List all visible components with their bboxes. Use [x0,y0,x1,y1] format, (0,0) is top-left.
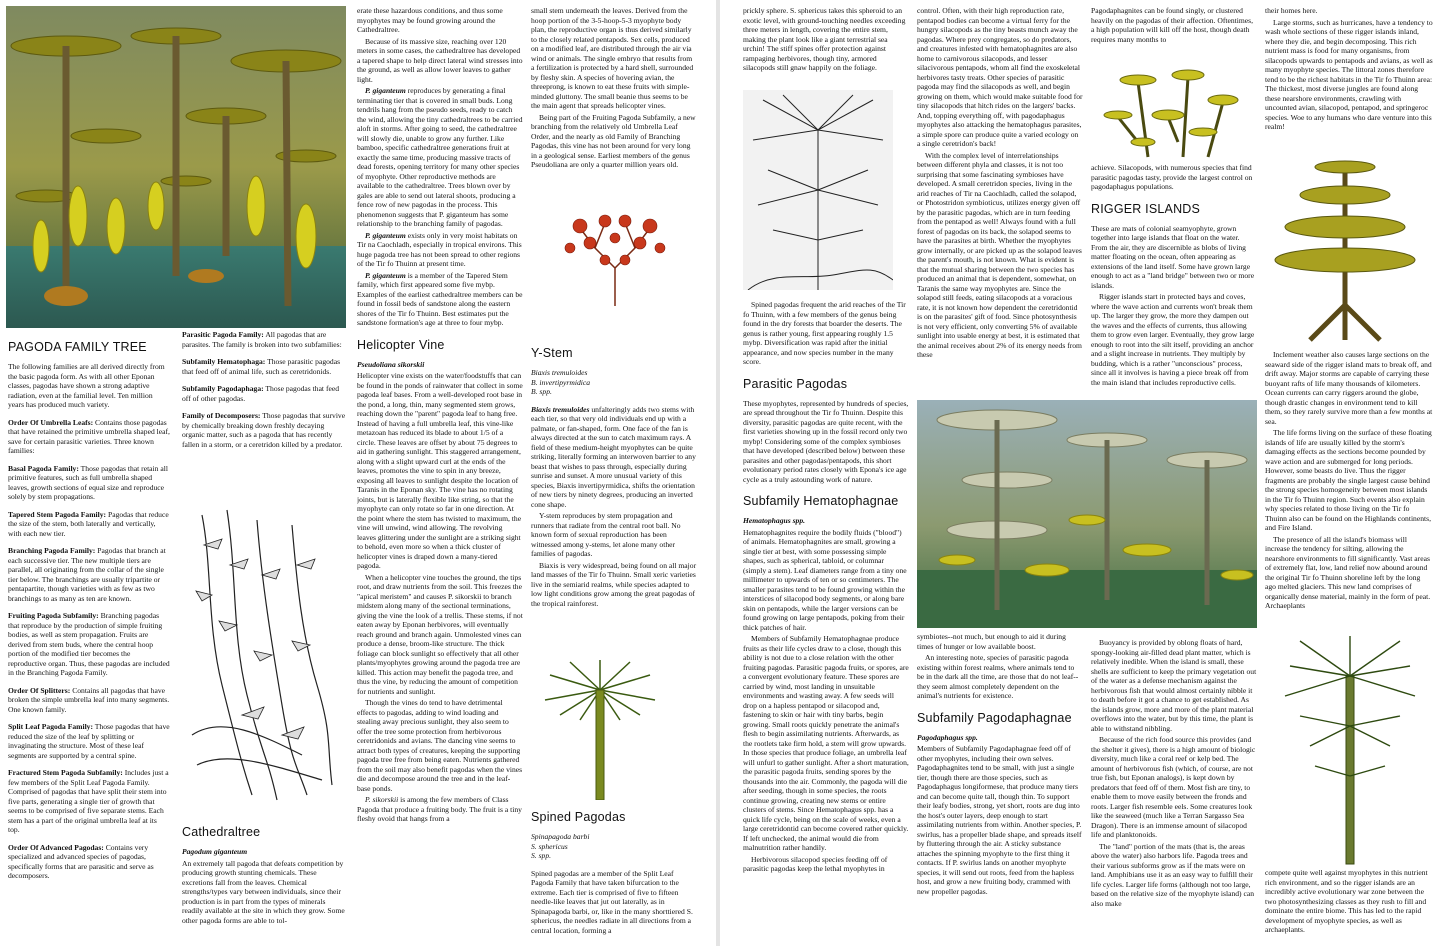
right-column-4-top [1265,6,1433,156]
paragraph: Helicopter vine exists on the water/foodstuffs that can be found in the ponds of rainwater that collect in some pagoda leaf bases. From a well-developed root base in the pond, a long, thin, many segmented stem grows, reaching down the "parent" pagoda leaf to hang free. Instead of having a full umbrella leaf, this vine-like metazoan has reduced its blade to about 1/5 of a circle. These leaves are offset by about 75 degrees to aid in gathering sunlight. This staggered arrangement, along with a slight upward curl at the ends of the leaves, promotes the vine to spin in any breeze, exposing all leaves to sunlight despite the location of Taranis in the Eponan sky. The vine has no rotating joints, but is laterally flexible like string, so that the myophyte can only rotate so far in one direction. At the point where the stem has twisted to maximum, the vine will unwind, wind allowing. The revolving leaves glittering under the sunlight are a striking sight to behold, even more so when a thick cluster of helicopter vines is draped down a many-tiered pagoda. [357,371,523,570]
paragraph: prickly sphere. S. sphericus takes this spheroid to an exotic level, with ground-touching needles exceeding three meters in length, covering the entire stem, making the plant look like a giant terrestrial sea urchin! The stiff spines offer protection against rampaging herbivores, though tiny, armored silacopods still gnaw happily on the foliage. [743,6,906,72]
family-text: Those pagodas that have reduced the size of the leaf by splitting or invaginating the structure. Most of these leaf segments are supported by a central spine. [8,722,170,760]
parasitic-forest-render [917,400,1257,628]
family-term: Subfamily Pagodaphaga: [182,384,264,393]
species-name: Hematophagus spp. [743,516,806,525]
family-term: Tapered Stem Pagoda Family: [8,509,107,519]
spined-pagoda-sketch-drawing [743,90,893,290]
species-name: Biaxis tremuloides [531,368,588,377]
family-entry [8,546,170,603]
paragraph: Being part of the Fruiting Pagoda Subfamily, a new branching from the relatively old Umbrella Leaf Order, and the nearly as old Family of Branching Pagodas, this vine has not been around for very long in a geological sense. Earliest members of the genus Pseudoliana are only a quarter million years old. [531,112,696,169]
species-ref: P. giganteum [365,270,406,280]
paragraph: Because of the rich food source this provides (and the shelter it gives), there is a high amount of biologic diversity, much like a coral reef or kelp bed. The amount of herbivorous fish (which, of course, are not true fish, but Eponan analogs), is kept down by predators that feed off of them. Most fish are tiny, to enable them to move easily between the fronds and roots. Larger fish resemble eels. Some creatures look like the seaweed (much like a Terran Sargasso Sea Dragon). There is an immense amount of silacopod life and planktonoids. [1091,735,1256,839]
paragraph [357,231,523,269]
section-heading-pagoda-family-tree: PAGODA FAMILY TREE [8,340,147,354]
species-ref: P. giganteum [365,86,406,95]
cathedraltree-text: An extremely tall pagoda that defeats competition by producing growth stunting chemicals. These excretions fall from the leaves. Chemical strengths/types vary between individuals, since their production is in part from the types of minerals readily available at the site in which they grow. Some other pagoda forms are able to tol- [182,858,345,925]
paragraph: These are mats of colonial seamyophyte, grown together into large islands that float on the water. From the air, they are discernible as blobs of living matter floating on the ocean, often appearing as extensions of the land itself. Some have grown large enough to act as a "land bridge" between two or more islands. [1091,223,1255,290]
section-heading-helicopter-vine: Helicopter Vine [357,337,445,352]
paragraph-text: is among the few members of Class Pagoda that produce a fruiting body. The fruit is a tiny fleshy ovoid that hangs from a [357,795,522,823]
paragraph: Members of Subfamily Pagodaphagnae feed off of other myophytes, including their own selves. Pagodaphagnites tend to be small, with just a single tier, though there are those species, such as Pagodaphagus longiformese, that produce many tiers and can become quite tall, though thin. To support their leafy bodies, strong, yet short, roots are dug into the host's outer layers, deep enough to start assimilating nutrients from within. Another species, P. swirlus, has a propeller blade shape, and spreads itself by fluttering through the air. A sticky substance attaches the spinning myophyte to the first thing it contacts. If P. swirlus lands on another myophyte species, it will send out roots, feed from the hapless host, and grow a new fruiting body, crammed with new propeller pagodas. [917,744,1082,896]
y-stem-drawing [560,208,670,308]
right-column-3-lower [1091,638,1257,944]
paragraph: their homes here. [1265,6,1318,15]
paragraph: The presence of all the island's biomass will increase the tendency for silting, allowing the nearshore environments to fill significantly. Vast areas of extremely flat, low, land relief now abound around the original Tir fo Thuinn shoreline left by the long ago melted glaciers. This new land comprises of organically dense material, mainly in the form of peat. Archaeplants [1265,534,1431,610]
paragraph-text: unfalteringly adds two stems with each tier, so that very old individuals end up with a palmate, or fan-shaped, form. One face of the fan is always directed at the sun to catch maximum rays. A field of these medium-height myophytes can be quite striking, literally forming an interwoven barrier to any beast that wishes to pass through, especially during sunrise and sunset. A more unusual variety of this species, Biaxis invertipyrmidica, shifts the orientation of new tiers by ninety degrees, producing an inverted cone shape. [531,404,696,509]
species-name: Spinapagoda barbi [531,832,590,841]
cathedraltree-section [182,815,348,927]
parasitic-forest-illustration [917,400,1257,628]
paragraph: Buoyancy is provided by oblong floats of hard, spongy-looking air-filled dead plant matter, which is relatively inedible. When the island is small, these shells are sufficient to keep the primary vegetation out of the water as a defense mechanism against the herbivorous fish that would almost certainly nibble it to death before it got a chance to get established. As the islands grow, more and more of the plant material overflows into the water, but by this time, the plant is able to withstand nibbling. [1091,638,1257,733]
family-term: Basal Pagoda Family: [8,463,79,473]
paragraph [357,795,523,824]
species-ref: Biaxis tremuloides [531,404,590,414]
family-entry [8,722,170,760]
species-name: B. invertipyrmidica [531,377,591,387]
paragraph: The "land" portion of the mats (that is, the areas above the water) also harbors life. Pagoda trees and their various subforms grow as if the mats were on land. Amphibians use it as an easy way to fulfill their life cycles. Larger life forms (although not too large, based on the relative size of the myophyte island) can also make [1091,841,1254,908]
helicopter-vine-illustration [182,505,342,805]
species-ref: P. sikorskii [365,795,399,804]
family-text: Includes just a few members of the Split Leaf Pagoda Family. Comprised of pagodas that have split their stem into five parts, generating a single tier of growth that seems to be comprised of five separate stems. Each stem has a part of the original umbrella leaf at its top. [8,768,169,834]
species-name: Pagodum giganteum [182,847,248,856]
spined-pagoda-sketch [743,90,893,290]
y-stem-illustration [560,208,670,308]
species-ref: P. giganteum [365,230,406,240]
family-term: Parasitic Pagoda Family: [182,330,264,339]
rigger-pagoda-render [1270,155,1420,345]
paragraph: An interesting note, species of parasitic pagoda existing within forest realms, where animals tend to be in the dark all the time, are those that do not leaf--they seem almost completely dependent on the animal's nutrients for existence. [917,653,1079,700]
paragraph: With the complex level of interrelationships between different phyla and classes, it is not too surprising that some fascinating symbioses have developed. A small ceretridon species, living in the arid reaches of Tir na Caochladh, called the solapod, or Photostridon symbioticus, utilizes energy given off by the parasitic pagodas, which are in turn feeding from the pentapod as well! Always found with a full forest of pagodas on its back, the solapod seems to have the parasites at birth. Whether the myophytes grow internally, or are picked up as the solapod leaves the parent's mouth, is not known. What is evident is that the mutual sharing between the two species has produced an animal that is dependent, somewhat, on Taranis the same way myophytes are. Since the solapod still feeds, eating silacopods at a voracious rate, it is not known how dependent the ceretridontid is on the parasites' gift of food. Since photosynthesis is not very efficient, only converting 5% of available sunlight into usable energy at best, it is estimated that the animal receives about 2% of its energy needs from these [917,150,1082,359]
paragraph: achieve. Silacopods, with numerous species that find parasitic pagodas tasty, provide the largest control on pagodaphagus populations. [1091,163,1253,191]
paragraph: Hematophagnites require the bodily fluids ("blood") of animals. Hematophagnites are small, growing a single tier at best, with some possessing simple shapes, such as spherical, tabloid, or columnar (simply a stem). Leaf diameters range from a tiny one millimeter to upwards of ten or so centimeters. The smaller parasites tend to be found growing within the interstices of silacopod body segments, or along bare skin on pentapods, while the larger versions can be found growing on large pentapods, poking from their thick patches of hair. [743,527,907,632]
section-heading-subfamily-pagodaphagnae: Subfamily Pagodaphagnae [917,710,1072,725]
paragraph: These myophytes, represented by hundreds of species, are spread throughout the Tir fo Thuinn. Despite this diversity, parasitic pagodas are quite recent, with the first varieties showing up in the fossil record only two mybp! Considering some of the complex symbioses that have developed (described below) between these parasites and other pagodas/pentapods, this short evolutionary period rates closely with Epona's ice age cycle as a truly astounding work of nature. [743,398,909,484]
paragraph: Spined pagodas are a member of the Split Leaf Pagoda Family that have taken bifurcation to the extreme. Each tier is comprised of five to fifteen needle-like leaves that jut out laterally, as in Spinapagoda barbi, or, like in the many shorttiered S. sphericus, the needles radiate in all directions from a central location, forming a [531,868,693,935]
right-column-1-top [743,6,909,86]
paragraph: Members of Subfamily Hematophagnae produce fruits as their life cycles draw to a close, though this ability is not due to a close relation with the other fruiting pagodas. Parasitic pagoda fruits, or spores, are a convergent evolutionary feature. These spores are carried by wind, most landing in unsuitable environments and wasting away. A few seeds will drop on a hapless pentapod or silacopod and, fastening to skin or hair with tiny barbs, begin growing. Small roots quickly penetrate the animal's flesh to begin assimilating nutrients. Afterwards, as the rootlets take firm hold, a stem will grow upwards. In those species that produce foliage, an umbrella leaf will unfurl to gather sunlight. After a short maturation, the parasitic pagoda fruits, sending spores by the thousands into the air. Commonly, the pagoda will die after seeding, though in some species, the roots continue growing, creating new stems or entire clusters of stems. Since Hematophagus spp. has a quick life cycle, being on the scale of weeks, even a large ceretridontid can become covered rather quickly. If left unchecked, the animal would die from malnutrition rather handily. [743,634,909,852]
parasitic-pagoda-cluster-drawing [1098,62,1248,162]
left-column-4-spined [531,800,697,944]
paragraph: Y-stem reproduces by stem propagation and runners that radiate from the central root ball. No known form of sexual reproduction has been witnessed among y-stems, let alone many other families of pagodas. [531,511,681,558]
right-column-2-top [917,6,1083,398]
species-name: S. spp. [531,851,552,860]
left-column-4-ystem [531,336,697,656]
section-heading-y-stem: Y-Stem [531,346,573,360]
paragraph-text: exists only in very moist habitats on Tir na Caochladh, especially in tropical environs. This huge pagoda tree has not been spread to other regions of the Tir fo Thuinn at present time. [357,230,522,268]
left-column-4-top [531,6,697,206]
paragraph: Inclement weather also causes large sections on the seaward side of the rigger island mats to break off, and drift away. Major storms are capable of carrying these buoyant rafts of life many thousands of kilometers. Ocean currents can carry riggers around the globe, though drastic changes in environment tend to kill them, so they rarely survive more than a few months at sea. [1265,350,1433,426]
family-term: Family of Decomposers: [182,411,261,420]
paragraph: Biaxis is very widespread, being found on all major land masses of the Tir fo Thuinn. Small xeric varieties live in the semiarid realms, while species adapted to low light conditions grow among the great pagodas of the tropical rainforest. [531,560,697,608]
family-entry [8,418,170,456]
paragraph: When a helicopter vine touches the ground, the tips root, and draw nutrients from the soil. This freezes the "apical meristem" and causes P. sikorskii to branch midstem along many of the sectional terminations, giving the vine the look of a trellis. These stems, if not eaten away by Eponan herbivores, will eventually reach ground and branch again. Unmolested vines can produce a dense, broom-like structure. The thick foliage can block sunlight so effectively that all other plants/myophytes growing around the pagoda tree are killed. This action may benefit the pagoda tree, and thus the vine, by reducing the amount of competition for nutrients and sunlight. [357,572,523,696]
family-term: Order Of Umbrella Leafs: [8,417,94,427]
paragraph: Pagodaphagnites can be found singly, or clustered heavily on the pagodas of their affection. Oftentimes, a high population will kill off the host, though death requires many months to [1091,6,1254,44]
section-heading-cathedraltree: Cathedraltree [182,825,261,839]
family-text: Contains those pagodas that have retained the primitive umbrella shaped leaf, save for certain parasitic varieties. Three known families: [8,417,170,455]
paragraph: control. Often, with their high reproduction rate, pentapod bodies can become a virtual ferry for the hungry silacopods as the tiny beasts munch away the pagodas. Where prey congregates, so do predators, and creatures infested with hematophagnites are also home to carnivorous silacopods, and lesser silacivorous pentapods, whom all find the exoskeletal herbivores tasty treats. Other species of parasitic pagoda may find the silacopods as well, and begin growing on them, which would make suitable food for tiny silacopods that hitch rides on the largers' backs. And, topping everything off, with pagodaphagus myophytes also attacking the hematophagus parasites, a simple spore can produce quite a varied ecology on a single ceretridon's back! [917,6,1083,148]
family-entry [182,330,348,349]
left-column-2 [182,330,348,457]
paragraph-text: reproduces by generating a final terminating tier that is covered in small buds. Long tendrils hang from the pseudo seeds, ready to catch the wind, allowing the tiny cathedraltrees to be carried aloft in storms. After going to seed, the cathedraltree will slowly die, unable to grow any further. Like bamboo, specific cathedraltree generations fruit at exactly the same time, producing massive tracts of dead forests, opening territory for many other species of myophyte. Other reproductive methods are available to the cathedraltree. Trees blown over by gales are able to send out lateral shoots, producing a fence row of new pagodas in the process. This phenomenon suggests that P. giganteum has some relationship to the branching family of pagodas. [357,86,523,228]
right-column-4-bottom [1265,868,1433,944]
family-term: Branching Pagoda Family: [8,546,96,555]
section-heading-subfamily-hematophagnae: Subfamily Hematophagnae [743,494,899,508]
left-column-1 [8,330,170,889]
family-entry [8,510,170,539]
family-text: Pagodas that branch at each successive tier. The new multiple tiers are parallel, all originating from the collar of the single tier below. The branchings are usually tripartite or pentapartite, though varieties with as few as two branchings to as many as ten are known. [8,546,166,603]
paragraph: symbiotes--not much, but enough to aid it during times of hunger or low available boost. [917,632,1066,651]
family-text: Contains very specialized and advanced species of pagodas, specifically forms that are parasitic and serve as decomposers. [8,842,154,880]
family-entry [182,384,348,403]
family-term: Subfamily Hematophaga: [182,357,266,366]
family-text: Contains all pagodas that have broken the simple umbrella leaf into many segments. One known family. [8,685,170,714]
family-entry [182,357,348,376]
intro-paragraph: The following families are all derived directly from the basic pagoda form. As with all other Eponan classes, pagodas have shown a strong adaptive radiation, even at the familial level. Ten million years has produced much variety. [8,362,165,409]
paragraph: erate these hazardous conditions, and thus some myophytes may be found growing around the Cathedraltree. [357,6,503,34]
species-list [531,368,697,397]
right-column-2-lower [917,632,1083,944]
right-column-3-upper [1091,163,1257,403]
family-term: Fractured Stem Pagoda Subfamily: [8,768,123,777]
paragraph: Because of its massive size, reaching over 120 meters in some cases, the cathedraltree has developed a tapered shape to help direct lateral wind stresses into the ground, as well as allow lower leaves to gather light. [357,36,523,84]
species-name: S. sphericus [531,841,568,851]
paragraph: compete quite well against myophytes in this nutrient rich environment, and so the rigger islands are an incredibly active evolutionary war zone between the two photosynthesizing classes as they rush to fill and dominate the entire biome. This has led to the rapid development of myophyte species, as well as archaeplants. [1265,868,1428,934]
family-text: Pagodas that reduce the size of the stem, both laterally and vertically, with each new tier. [8,509,169,538]
paragraph: Though the vines do tend to have detrimental effects to pagodas, adding to wind loading and stealing away precious sunlight, they also seem to offer the tree some protection from herbivorous ceretridonids and avians. The dancing vine seems to attract both types of creatures, keeping the supporting pagoda tree free from being eaten. Nutrients gathered from the soil may also benefit pagodas when the vines die and decompose around the tree and in the leaf-base ponds. [357,698,523,793]
helicopter-vine-sketch [182,505,342,805]
section-heading-spined-pagodas: Spined Pagodas [531,810,626,824]
family-text: Those parasitic pagodas that feed off of animal life, such as ceretridonids. [182,357,341,376]
pagoda-forest-illustration [6,6,346,328]
species-list [531,832,697,861]
right-column-3-top [1091,6,1257,66]
family-entry [8,843,170,881]
pagoda-forest-render [6,6,346,328]
family-term: Order Of Advanced Pagodas: [8,842,104,852]
spined-pagoda-render [540,660,660,800]
parasitic-pagoda-cluster-render [1098,62,1248,162]
family-entry [8,686,170,715]
family-text: Those pagodas that retain all primitive features, such as full umbrella shaped leaves, growth sections of equal size and reproduce solely by stem propagations. [8,463,168,501]
section-heading-rigger-islands: RIGGER ISLANDS [1091,201,1201,216]
paragraph: Rigger islands start in protected bays and coves, where the wave action and currents won't break them up. The larger they grow, the more they dampen out the waves and the effects of currents, thus allowing them to grow even larger. Eventually, they grow large enough to root into the silt itself, providing an anchor and a slight increase in nutrients. They multiply by budding, which is a rather "unconscious" process, since all it involves is having a piece break off from the main island that includes reproductive cells. [1091,292,1255,387]
right-column-4-middle [1265,350,1433,632]
paragraph: The life forms living on the surface of these floating islands of life are usually killed by the storm's damaging effects as the sections become pounded by wave action and are submerged for long periods. However, some beasts do live. Thus the rigger fragments are probably the single largest cause behind the strong species homogeneity between most islands in the Tir fo Thuinn region. Such events also explain why species related to those living on the Tir fo Thuinn also can be found on the Highlands continents, and Fire Island. [1265,428,1432,532]
rigger-pagoda-drawing [1270,155,1420,345]
left-column-3 [357,6,523,944]
paragraph: Large storms, such as hurricanes, have a tendency to wash whole sections of these rigger islands inland, where they die, and begin decomposing. This rich nutrient mass is food for many organisms, from silacopods upwards to pentapods and avians, as well as many myophyte species. The littoral zones therefore tend to be the richest habitats in the Tir fo Thuinn area: The thickest, most diverse jungles are found along these nearshore environments, crawling with uncounted avian, silacopod, pentapod, and springeroc species. Woe to any humans who dare venture into this realm! [1265,17,1433,131]
paragraph [357,86,523,229]
species-name: B. spp. [531,387,552,396]
left-page [0,0,716,946]
family-term: Fruiting Pagoda Subfamily: [8,611,99,620]
right-column-1 [743,300,909,944]
paragraph-text: is a member of the Tapered Stem family, which first appeared some five mybp. Examples of the earliest cathedraltree members can be found in fossil beds of sandstone along the eastern shores of the Tir fo Thuinn. Best estimates put the sandstone formation's age at three to four mybp. [357,270,523,327]
family-text: Those pagodas that survive by chemically breaking down freshly decaying organic matter, such as a pagoda that has recently fallen in a storm, or a ceretridon killed by a predator. [182,411,346,449]
paragraph: small stem underneath the leaves. Derived from the hoop portion of the 3-5-hoop-5-3 myophyte body plan, the reproductive organ is thus derived similarly to the closely related pentapods. Sex cells, produced on a modified leaf, are distributed through the air via wind or animals. The single embryo that results from a fertilization is protected by a hard shell, surrounded by fleshy skin. A species of hovering avian, the threeprong, is known to eat these fruits with simple-minded gluttony. The small beanie thus seems to be the main agent that spreads helicopter vines. [531,6,694,110]
family-term: Order Of Splitters: [8,685,71,695]
family-entry [8,768,170,835]
spiky-palm-render [1280,636,1420,866]
paragraph [357,271,523,328]
paragraph: Herbivorous silacopod species feeding off of parasitic pagodas keep the lethal myophytes in [743,854,888,873]
paragraph [531,405,697,510]
species-name: Pseudoliana sikorskii [357,359,425,369]
species-name: Pagodaphagus spp. [917,732,978,742]
family-term: Split Leaf Pagoda Family: [8,722,94,731]
family-text: All pagodas that are parasites. The family is broken into two subfamilies: [182,330,342,349]
family-text: Branching pagodas that reproduce by the production of simple fruiting bodies, as well as stem propagation. Fruits are derived from stem buds, where the central hoop portion of the modified tier becomes the reproductive organ. Thus, these pagodas are included in the Branching Pagoda Family. [8,611,170,677]
family-entry [8,611,170,678]
paragraph: Spined pagodas frequent the arid reaches of the Tir fo Thuinn, with a few members of the genus being found in the dry forests that boarder the deserts. The genus is rather young, first appearing roughly 1.5 mybp. Diversification was rapid after the initial appearance, and now species number in the many score. [743,300,906,366]
family-entry [182,411,348,449]
family-entry [8,464,170,502]
family-text: Those pagodas that feed off of other pagodas. [182,384,340,403]
right-page [720,0,1439,946]
spined-pagoda-drawing [540,660,660,800]
section-heading-parasitic-pagodas: Parasitic Pagodas [743,376,848,391]
spiky-palm-drawing [1280,636,1420,866]
